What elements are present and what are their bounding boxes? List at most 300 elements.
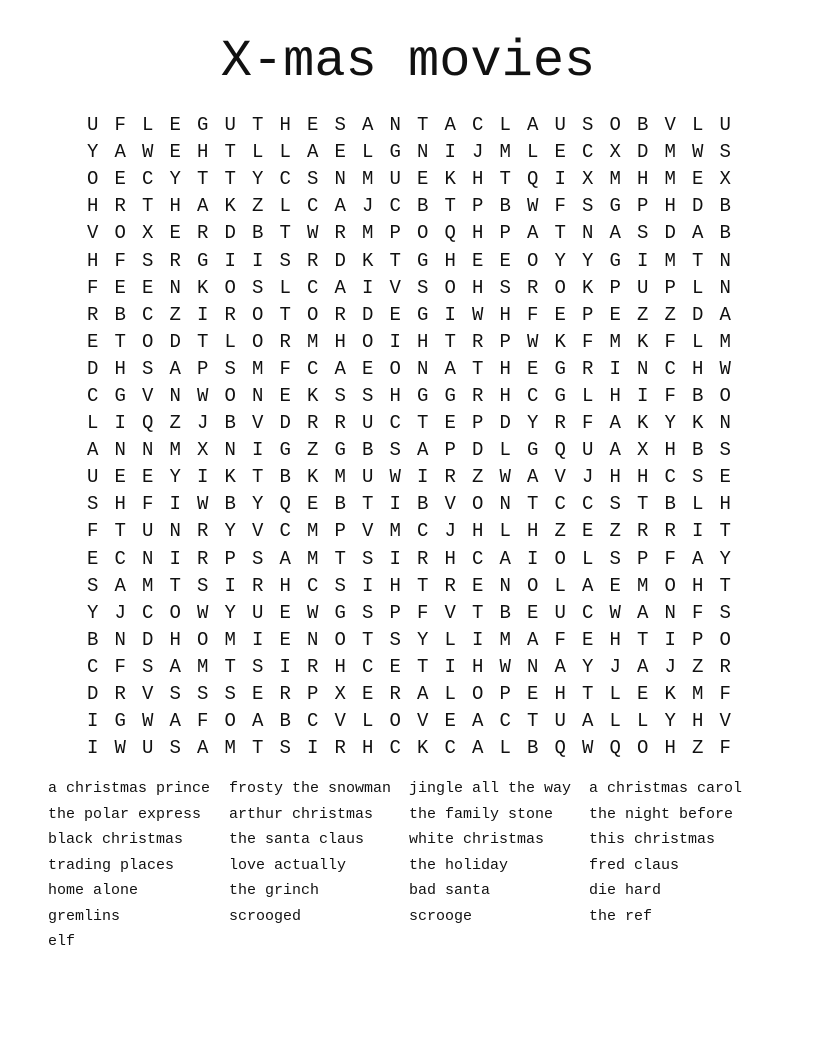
grid-cell-r17-c17: I xyxy=(527,547,539,570)
grid-cell-r18-c3: M xyxy=(142,574,154,597)
grid-cell-r19-c21: A xyxy=(637,601,649,624)
grid-cell-r10-c19: R xyxy=(582,357,594,380)
grid-cell-r4-c11: J xyxy=(362,195,374,218)
grid-cell-r5-c16: P xyxy=(499,222,511,245)
grid-cell-r15-c3: F xyxy=(142,493,154,516)
grid-cell-r1-c7: T xyxy=(252,114,264,137)
grid-cell-r5-c4: E xyxy=(169,222,181,245)
grid-cell-r22-c2: R xyxy=(114,683,126,706)
grid-cell-r16-c7: V xyxy=(252,520,264,543)
grid-cell-r5-c6: D xyxy=(224,222,236,245)
grid-cell-r3-c9: S xyxy=(307,168,319,191)
grid-cell-r6-c19: Y xyxy=(582,249,594,272)
grid-cell-r14-c8: B xyxy=(279,466,291,489)
grid-cell-r23-c7: A xyxy=(252,710,264,733)
grid-cell-r22-c3: V xyxy=(142,683,154,706)
grid-cell-r9-c18: K xyxy=(554,330,566,353)
grid-cell-r10-c12: O xyxy=(389,357,401,380)
grid-cell-r20-c3: D xyxy=(142,628,154,651)
word-item: a christmas carol xyxy=(589,780,743,797)
grid-cell-r13-c1: A xyxy=(87,439,99,462)
grid-cell-r17-c24: Y xyxy=(719,547,731,570)
grid-cell-r20-c10: O xyxy=(334,628,346,651)
grid-cell-r22-c23: M xyxy=(692,683,704,706)
grid-cell-r18-c6: I xyxy=(224,574,236,597)
grid-cell-r7-c18: O xyxy=(554,276,566,299)
grid-cell-r20-c8: E xyxy=(279,628,291,651)
grid-cell-r18-c4: T xyxy=(169,574,181,597)
grid-cell-r18-c14: R xyxy=(444,574,456,597)
grid-cell-r5-c5: R xyxy=(197,222,209,245)
grid-cell-r2-c3: W xyxy=(142,141,154,164)
grid-cell-r17-c19: L xyxy=(582,547,594,570)
grid-cell-r3-c6: T xyxy=(224,168,236,191)
grid-cell-r20-c9: N xyxy=(307,628,319,651)
grid-cell-r1-c1: U xyxy=(87,114,99,137)
grid-cell-r9-c11: O xyxy=(362,330,374,353)
grid-cell-r2-c18: E xyxy=(554,141,566,164)
grid-cell-r23-c2: G xyxy=(114,710,126,733)
grid-cell-r23-c1: I xyxy=(87,710,99,733)
grid-cell-r18-c15: E xyxy=(472,574,484,597)
grid-cell-r11-c13: G xyxy=(417,384,429,407)
grid-cell-r4-c14: T xyxy=(444,195,456,218)
grid-cell-r7-c6: O xyxy=(224,276,236,299)
grid-cell-r18-c10: S xyxy=(334,574,346,597)
grid-cell-r21-c8: I xyxy=(279,655,291,678)
grid-cell-r3-c8: C xyxy=(279,168,291,191)
grid-cell-r14-c15: Z xyxy=(472,466,484,489)
grid-cell-r15-c7: Y xyxy=(252,493,264,516)
grid-cell-r7-c15: H xyxy=(472,276,484,299)
grid-cell-r7-c3: E xyxy=(142,276,154,299)
grid-cell-r8-c9: O xyxy=(307,303,319,326)
grid-cell-r8-c13: G xyxy=(417,303,429,326)
grid-cell-r4-c12: C xyxy=(389,195,401,218)
grid-cell-r6-c10: D xyxy=(334,249,346,272)
grid-cell-r11-c17: C xyxy=(527,384,539,407)
grid-cell-r18-c24: T xyxy=(719,574,731,597)
word-list-column-2 xyxy=(229,776,409,929)
grid-cell-r21-c1: C xyxy=(87,655,99,678)
grid-cell-r24-c15: A xyxy=(472,737,484,760)
grid-cell-r18-c18: L xyxy=(554,574,566,597)
grid-cell-r3-c15: H xyxy=(472,168,484,191)
grid-cell-r3-c7: Y xyxy=(252,168,264,191)
grid-cell-r10-c23: H xyxy=(692,357,704,380)
grid-cell-r23-c15: A xyxy=(472,710,484,733)
grid-cell-r7-c23: L xyxy=(692,276,704,299)
grid-cell-r9-c4: D xyxy=(169,330,181,353)
grid-cell-r16-c5: R xyxy=(197,520,209,543)
grid-cell-r13-c16: L xyxy=(499,439,511,462)
grid-cell-r10-c14: A xyxy=(444,357,456,380)
grid-cell-r9-c15: R xyxy=(472,330,484,353)
word-item: the grinch xyxy=(229,882,320,899)
grid-cell-r19-c1: Y xyxy=(87,601,99,624)
grid-cell-r12-c6: B xyxy=(224,412,236,435)
grid-cell-r15-c1: S xyxy=(87,493,99,516)
grid-cell-r2-c7: L xyxy=(252,141,264,164)
grid-cell-r7-c14: O xyxy=(444,276,456,299)
grid-cell-r3-c22: M xyxy=(664,168,676,191)
grid-cell-r12-c1: L xyxy=(87,412,99,435)
grid-cell-r13-c18: Q xyxy=(554,439,566,462)
grid-cell-r2-c23: W xyxy=(692,141,704,164)
word-item: white christmas xyxy=(409,831,545,848)
grid-cell-r11-c8: E xyxy=(279,384,291,407)
word-item: this christmas xyxy=(589,831,716,848)
grid-cell-r19-c12: P xyxy=(389,601,401,624)
grid-cell-r9-c23: L xyxy=(692,330,704,353)
word-item: bad santa xyxy=(409,882,491,899)
grid-cell-r17-c13: R xyxy=(417,547,429,570)
grid-cell-r12-c24: N xyxy=(719,412,731,435)
grid-cell-r4-c1: H xyxy=(87,195,99,218)
grid-cell-r15-c12: I xyxy=(389,493,401,516)
grid-cell-r22-c9: P xyxy=(307,683,319,706)
word-list-column-4 xyxy=(589,776,769,929)
grid-cell-r4-c17: W xyxy=(527,195,539,218)
grid-cell-r18-c23: H xyxy=(692,574,704,597)
grid-cell-r19-c2: J xyxy=(114,601,126,624)
grid-cell-r16-c3: U xyxy=(142,520,154,543)
grid-cell-r23-c24: V xyxy=(719,710,731,733)
grid-cell-r3-c5: T xyxy=(197,168,209,191)
grid-cell-r8-c12: E xyxy=(389,303,401,326)
word-list-column-1 xyxy=(48,776,229,955)
grid-cell-r8-c7: O xyxy=(252,303,264,326)
grid-cell-r24-c24: F xyxy=(719,737,731,760)
grid-cell-r15-c10: B xyxy=(334,493,346,516)
grid-cell-r15-c24: H xyxy=(719,493,731,516)
grid-cell-r17-c7: S xyxy=(252,547,264,570)
grid-cell-r19-c6: Y xyxy=(224,601,236,624)
grid-cell-r6-c9: R xyxy=(307,249,319,272)
grid-cell-r9-c19: F xyxy=(582,330,594,353)
grid-cell-r21-c17: N xyxy=(527,655,539,678)
grid-cell-r22-c18: H xyxy=(554,683,566,706)
grid-cell-r24-c7: T xyxy=(252,737,264,760)
word-item: trading places xyxy=(48,856,175,874)
grid-cell-r9-c21: K xyxy=(637,330,649,353)
grid-cell-r5-c8: T xyxy=(279,222,291,245)
grid-cell-r22-c14: L xyxy=(444,683,456,706)
grid-cell-r20-c2: N xyxy=(114,628,126,651)
grid-cell-r9-c7: O xyxy=(252,330,264,353)
grid-cell-r7-c19: K xyxy=(582,276,594,299)
grid-cell-r2-c15: J xyxy=(472,141,484,164)
grid-cell-r17-c20: S xyxy=(609,547,621,570)
grid-cell-r1-c22: V xyxy=(664,114,676,137)
grid-cell-r7-c13: S xyxy=(417,276,429,299)
grid-cell-r4-c7: Z xyxy=(252,195,264,218)
grid-cell-r19-c4: O xyxy=(169,601,181,624)
grid-cell-r2-c24: S xyxy=(719,141,731,164)
grid-cell-r7-c10: A xyxy=(334,276,346,299)
grid-cell-r1-c9: E xyxy=(307,114,319,137)
grid-cell-r14-c13: I xyxy=(417,466,429,489)
grid-cell-r7-c1: F xyxy=(87,276,99,299)
word-list xyxy=(48,776,769,955)
grid-cell-r7-c22: P xyxy=(664,276,676,299)
grid-cell-r20-c7: I xyxy=(252,628,264,651)
grid-cell-r15-c15: O xyxy=(472,493,484,516)
grid-cell-r10-c17: E xyxy=(527,357,539,380)
grid-cell-r4-c8: L xyxy=(279,195,291,218)
grid-cell-r22-c8: R xyxy=(279,683,291,706)
word-item: the family stone xyxy=(409,805,554,823)
grid-cell-r18-c1: S xyxy=(87,574,99,597)
grid-cell-r24-c3: U xyxy=(142,737,154,760)
grid-cell-r8-c1: R xyxy=(87,303,99,326)
grid-cell-r3-c16: T xyxy=(499,168,511,191)
grid-cell-r22-c19: T xyxy=(582,683,594,706)
grid-cell-r14-c18: V xyxy=(554,466,566,489)
grid-cell-r19-c14: V xyxy=(444,601,456,624)
grid-cell-r11-c9: K xyxy=(307,384,319,407)
grid-cell-r7-c7: S xyxy=(252,276,264,299)
grid-cell-r10-c10: A xyxy=(334,357,346,380)
grid-cell-r17-c11: S xyxy=(362,547,374,570)
grid-cell-r16-c14: J xyxy=(444,520,456,543)
grid-cell-r17-c9: M xyxy=(307,547,319,570)
grid-cell-r4-c4: H xyxy=(169,195,181,218)
grid-cell-r3-c21: H xyxy=(637,168,649,191)
grid-cell-r21-c19: Y xyxy=(582,655,594,678)
grid-cell-r6-c2: F xyxy=(114,249,126,272)
grid-cell-r21-c24: R xyxy=(719,655,731,678)
grid-cell-r21-c23: Z xyxy=(692,655,704,678)
grid-cell-r11-c3: V xyxy=(142,384,154,407)
grid-cell-r12-c3: Q xyxy=(142,412,154,435)
grid-cell-r23-c17: T xyxy=(527,710,539,733)
grid-cell-r14-c4: Y xyxy=(169,466,181,489)
grid-cell-r21-c16: W xyxy=(499,655,511,678)
word-item: arthur christmas xyxy=(229,805,374,823)
grid-cell-r14-c19: J xyxy=(582,466,594,489)
grid-cell-r1-c4: E xyxy=(169,114,181,137)
grid-cell-r14-c6: K xyxy=(224,466,236,489)
grid-cell-r9-c2: T xyxy=(114,330,126,353)
grid-cell-r14-c3: E xyxy=(142,466,154,489)
grid-cell-r6-c20: G xyxy=(609,249,621,272)
grid-cell-r22-c17: E xyxy=(527,683,539,706)
grid-cell-r23-c23: H xyxy=(692,710,704,733)
grid-cell-r24-c12: C xyxy=(389,737,401,760)
grid-cell-r2-c8: L xyxy=(279,141,291,164)
grid-cell-r12-c4: Z xyxy=(169,412,181,435)
grid-cell-r4-c15: P xyxy=(472,195,484,218)
grid-cell-r16-c21: R xyxy=(637,520,649,543)
grid-cell-r4-c18: F xyxy=(554,195,566,218)
grid-cell-r19-c17: E xyxy=(527,601,539,624)
grid-cell-r12-c21: K xyxy=(637,412,649,435)
grid-cell-r21-c14: I xyxy=(444,655,456,678)
grid-cell-r4-c13: B xyxy=(417,195,429,218)
grid-cell-r22-c7: E xyxy=(252,683,264,706)
grid-cell-r15-c5: W xyxy=(197,493,209,516)
grid-cell-r18-c5: S xyxy=(197,574,209,597)
grid-cell-r1-c18: U xyxy=(554,114,566,137)
grid-cell-r15-c21: T xyxy=(637,493,649,516)
grid-cell-r23-c9: C xyxy=(307,710,319,733)
grid-cell-r13-c12: S xyxy=(389,439,401,462)
grid-cell-r9-c12: I xyxy=(389,330,401,353)
grid-cell-r10-c15: T xyxy=(472,357,484,380)
grid-cell-r10-c9: C xyxy=(307,357,319,380)
grid-cell-r16-c8: C xyxy=(279,520,291,543)
grid-cell-r9-c17: W xyxy=(527,330,539,353)
grid-cell-r11-c10: S xyxy=(334,384,346,407)
grid-cell-r5-c10: R xyxy=(334,222,346,245)
grid-cell-r4-c9: C xyxy=(307,195,319,218)
grid-cell-r23-c20: L xyxy=(609,710,621,733)
grid-cell-r3-c12: U xyxy=(389,168,401,191)
grid-cell-r19-c18: U xyxy=(554,601,566,624)
word-item: home alone xyxy=(48,882,139,899)
grid-cell-r19-c15: T xyxy=(472,601,484,624)
word-search-grid xyxy=(79,112,739,762)
grid-cell-r9-c9: M xyxy=(307,330,319,353)
grid-cell-r20-c12: S xyxy=(389,628,401,651)
word-item: frosty the snowman xyxy=(229,780,392,797)
grid-cell-r5-c14: Q xyxy=(444,222,456,245)
grid-cell-r11-c1: C xyxy=(87,384,99,407)
grid-cell-r21-c22: J xyxy=(664,655,676,678)
grid-cell-r13-c17: G xyxy=(527,439,539,462)
grid-cell-r24-c10: R xyxy=(334,737,346,760)
word-item: scrooge xyxy=(409,907,473,925)
grid-cell-r13-c5: X xyxy=(197,439,209,462)
grid-cell-r21-c10: H xyxy=(334,655,346,678)
word-list-column-3 xyxy=(409,776,589,929)
grid-cell-r6-c14: H xyxy=(444,249,456,272)
grid-cell-r12-c16: D xyxy=(499,412,511,435)
grid-cell-r24-c20: Q xyxy=(609,737,621,760)
grid-cell-r14-c22: C xyxy=(664,466,676,489)
grid-cell-r15-c17: T xyxy=(527,493,539,516)
grid-cell-r8-c3: C xyxy=(142,303,154,326)
word-item: the santa claus xyxy=(229,831,365,848)
grid-cell-r18-c13: T xyxy=(417,574,429,597)
grid-cell-r12-c13: T xyxy=(417,412,429,435)
grid-cell-r11-c16: H xyxy=(499,384,511,407)
grid-cell-r20-c4: H xyxy=(169,628,181,651)
grid-cell-r16-c1: F xyxy=(87,520,99,543)
grid-cell-r5-c18: T xyxy=(554,222,566,245)
grid-cell-r14-c12: W xyxy=(389,466,401,489)
grid-cell-r8-c22: Z xyxy=(664,303,676,326)
grid-cell-r3-c11: M xyxy=(362,168,374,191)
grid-cell-r2-c9: A xyxy=(307,141,319,164)
grid-cell-r11-c19: L xyxy=(582,384,594,407)
grid-cell-r2-c21: D xyxy=(637,141,649,164)
grid-cell-r10-c2: H xyxy=(114,357,126,380)
grid-cell-r12-c12: C xyxy=(389,412,401,435)
grid-cell-r22-c1: D xyxy=(87,683,99,706)
grid-cell-r20-c15: I xyxy=(472,628,484,651)
grid-cell-r23-c13: V xyxy=(417,710,429,733)
grid-cell-r10-c16: H xyxy=(499,357,511,380)
grid-cell-r24-c16: L xyxy=(499,737,511,760)
grid-cell-r13-c23: B xyxy=(692,439,704,462)
grid-cell-r20-c24: O xyxy=(719,628,731,651)
grid-cell-r8-c14: I xyxy=(444,303,456,326)
grid-cell-r1-c3: L xyxy=(142,114,154,137)
grid-cell-r21-c21: A xyxy=(637,655,649,678)
grid-cell-r15-c22: B xyxy=(664,493,676,516)
grid-cell-r20-c11: T xyxy=(362,628,374,651)
grid-cell-r14-c23: S xyxy=(692,466,704,489)
grid-cell-r8-c2: B xyxy=(114,303,126,326)
grid-cell-r7-c21: U xyxy=(637,276,649,299)
grid-cell-r12-c7: V xyxy=(252,412,264,435)
grid-cell-r10-c7: M xyxy=(252,357,264,380)
grid-cell-r14-c17: A xyxy=(527,466,539,489)
grid-cell-r3-c18: I xyxy=(554,168,566,191)
grid-cell-r14-c14: R xyxy=(444,466,456,489)
grid-cell-r23-c18: U xyxy=(554,710,566,733)
grid-cell-r13-c7: I xyxy=(252,439,264,462)
grid-cell-r9-c16: P xyxy=(499,330,511,353)
grid-cell-r8-c4: Z xyxy=(169,303,181,326)
grid-cell-r2-c10: E xyxy=(334,141,346,164)
grid-cell-r11-c12: H xyxy=(389,384,401,407)
grid-cell-r15-c2: H xyxy=(114,493,126,516)
grid-cell-r6-c21: I xyxy=(637,249,649,272)
grid-cell-r23-c12: O xyxy=(389,710,401,733)
grid-cell-r16-c6: Y xyxy=(224,520,236,543)
grid-cell-r13-c4: M xyxy=(169,439,181,462)
puzzle-title: X-mas movies xyxy=(220,32,596,91)
word-item: a christmas prince xyxy=(48,780,211,797)
grid-cell-r23-c21: L xyxy=(637,710,649,733)
grid-cell-r6-c11: K xyxy=(362,249,374,272)
grid-cell-r1-c11: A xyxy=(362,114,374,137)
grid-cell-r22-c15: O xyxy=(472,683,484,706)
grid-cell-r5-c24: B xyxy=(719,222,731,245)
grid-cell-r18-c21: M xyxy=(637,574,649,597)
grid-cell-r21-c18: A xyxy=(554,655,566,678)
grid-cell-r10-c20: I xyxy=(609,357,621,380)
grid-cell-r20-c13: Y xyxy=(417,628,429,651)
grid-cell-r1-c10: S xyxy=(334,114,346,137)
grid-cell-r19-c5: W xyxy=(197,601,209,624)
grid-cell-r15-c9: E xyxy=(307,493,319,516)
grid-cell-r16-c12: M xyxy=(389,520,401,543)
grid-cell-r1-c2: F xyxy=(114,114,126,137)
grid-cell-r16-c22: R xyxy=(664,520,676,543)
grid-cell-r18-c22: O xyxy=(664,574,676,597)
grid-cell-r5-c21: S xyxy=(637,222,649,245)
grid-cell-r17-c16: A xyxy=(499,547,511,570)
grid-cell-r21-c11: C xyxy=(362,655,374,678)
grid-cell-r7-c20: P xyxy=(609,276,621,299)
grid-cell-r4-c23: D xyxy=(692,195,704,218)
word-item: black christmas xyxy=(48,831,184,848)
grid-cell-r17-c15: C xyxy=(472,547,484,570)
grid-cell-r16-c18: Z xyxy=(554,520,566,543)
grid-cell-r10-c18: G xyxy=(554,357,566,380)
grid-cell-r6-c5: G xyxy=(197,249,209,272)
grid-cell-r3-c4: Y xyxy=(169,168,181,191)
grid-cell-r23-c22: Y xyxy=(664,710,676,733)
grid-cell-r20-c18: F xyxy=(554,628,566,651)
grid-cell-r4-c6: K xyxy=(224,195,236,218)
grid-cell-r22-c22: K xyxy=(664,683,676,706)
grid-cell-r2-c11: L xyxy=(362,141,374,164)
